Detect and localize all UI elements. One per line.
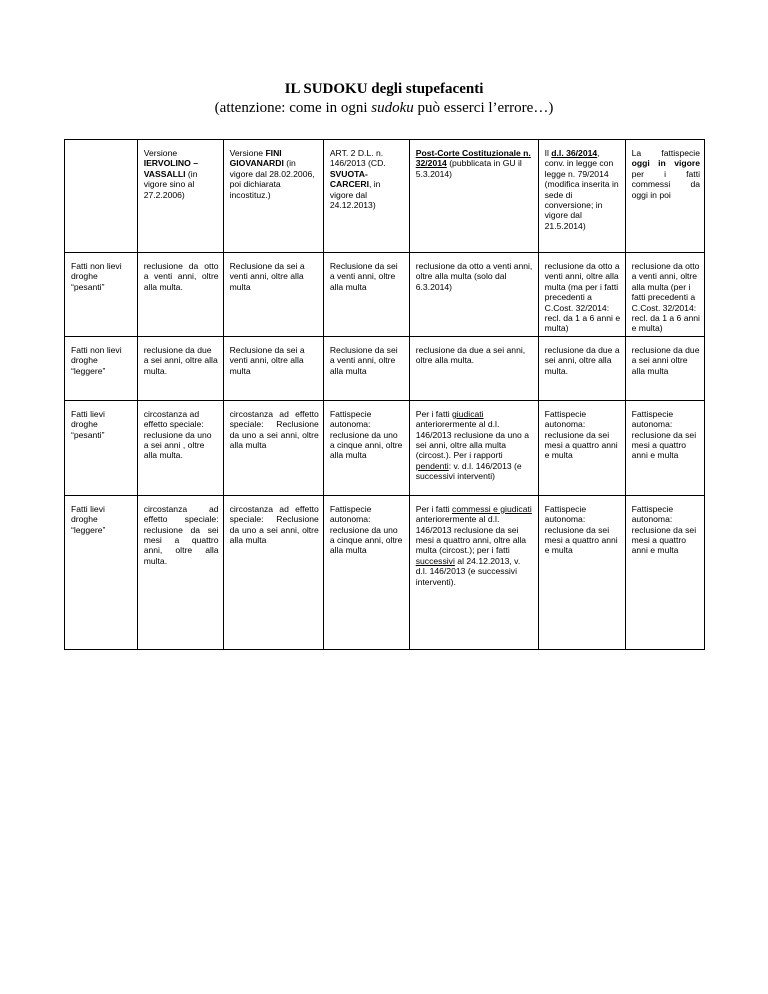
table-cell: reclusione da due a sei anni, oltre alla multa. — [538, 336, 625, 400]
row-label: Fatti lievi droghe “pesanti” — [65, 400, 138, 495]
table-cell: circostanza ad effetto speciale: Reclusione da uno a sei anni, oltre alla multa — [223, 495, 323, 649]
table-cell: Fattispecie autonoma: reclusione da sei mesi a quattro anni e multa — [625, 495, 704, 649]
table-row — [65, 253, 705, 337]
table-cell: reclusione da due a sei anni, oltre alla multa. — [409, 336, 538, 400]
table-cell: reclusione da otto a venti anni, oltre alla multa (ma per i fatti precedenti a C.Cost. 32/2014: recl. da 1 a 6 anni e multa) — [538, 253, 625, 337]
header-row — [65, 140, 705, 253]
title-block — [0, 80, 768, 118]
table-cell: Fattispecie autonoma: reclusione da sei mesi a quattro anni e multa — [538, 495, 625, 649]
header-cell-post-corte: Post-Corte Costituzionale n. 32/2014 (pubblicata in GU il 5.3.2014) — [409, 140, 538, 253]
table-cell: reclusione da otto a venti anni, oltre alla multa (per i fatti precedenti a C.Cost. 32/2014: recl. da 1 a 6 anni e multa) — [625, 253, 704, 337]
table-cell: Reclusione da sei a venti anni, oltre alla multa — [323, 253, 409, 337]
row-label: Fatti non lievi droghe “pesanti” — [65, 253, 138, 337]
row-label: Fatti non lievi droghe “leggere” — [65, 336, 138, 400]
table-cell: Reclusione da sei a venti anni, oltre alla multa — [323, 336, 409, 400]
table-cell: reclusione da otto a venti anni, oltre alla multa (solo dal 6.3.2014) — [409, 253, 538, 337]
table-cell: circostanza ad effetto speciale: reclusione da sei mesi a quattro anni, oltre alla multa. — [137, 495, 223, 649]
table-cell: circostanza ad effetto speciale: reclusione da uno a sei anni , oltre alla multa. — [137, 400, 223, 495]
table-cell: Reclusione da sei a venti anni, oltre alla multa — [223, 253, 323, 337]
page-title: IL SUDOKU degli stupefacenti — [284, 81, 484, 97]
table-cell: Reclusione da sei a venti anni, oltre alla multa — [223, 336, 323, 400]
table-cell: Fattispecie autonoma: reclusione da uno a cinque anni, oltre alla multa — [323, 400, 409, 495]
table-row — [65, 495, 705, 649]
table-row — [65, 400, 705, 495]
table-cell: Per i fatti giudicati anteriorermente al d.l. 146/2013 reclusione da uno a sei anni, oltre alla multa (circost.). Per i rapporti pendenti: v. d.l. 146/2013 (e successivi interventi) — [409, 400, 538, 495]
table-cell: Fattispecie autonoma: reclusione da sei mesi a quattro anni e multa — [625, 400, 704, 495]
header-empty-cell — [65, 140, 138, 253]
row-label: Fatti lievi droghe “leggere” — [65, 495, 138, 649]
page-subtitle: (attenzione: come in ogni sudoku può esserci l’errore…) — [214, 100, 554, 116]
header-cell-fini-giovanardi: Versione FINI GIOVANARDI (in vigore dal 28.02.2006, poi dichiarata incostituz.) — [223, 140, 323, 253]
table-cell: Fattispecie autonoma: reclusione da sei mesi a quattro anni e multa — [538, 400, 625, 495]
table-cell: reclusione da due a sei anni oltre alla multa — [625, 336, 704, 400]
table-cell: circostanza ad effetto speciale: Reclusione da uno a sei anni, oltre alla multa — [223, 400, 323, 495]
header-cell-dl-36-2014: Il d.l. 36/2014, conv. in legge con legge n. 79/2014 (modifica inserita in sede di conversione; in vigore dal 21.5.2014) — [538, 140, 625, 253]
header-cell-iervolino-vassalli: Versione IERVOLINO – VASSALLI (in vigore sino al 27.2.2006) — [137, 140, 223, 253]
table-row — [65, 336, 705, 400]
table-cell: Fattispecie autonoma: reclusione da uno a cinque anni, oltre alla multa — [323, 495, 409, 649]
table-cell: reclusione da due a sei anni, oltre alla multa. — [137, 336, 223, 400]
sudoku-table — [64, 139, 705, 650]
header-cell-svuota-carceri: ART. 2 D.L. n. 146/2013 (CD. SVUOTA-CARCERI, in vigore dal 24.12.2013) — [323, 140, 409, 253]
table-cell: Per i fatti commessi e giudicati anteriorermente al d.l. 146/2013 reclusione da sei mesi a quattro anni, oltre alla multa (circost.); per i fatti successivi al 24.12.2013, v. d.l. 146/2013 (e successivi interventi). — [409, 495, 538, 649]
header-cell-oggi-in-vigore: La fattispecie oggi in vigore per i fatti commessi da oggi in poi — [625, 140, 704, 253]
table-cell: reclusione da otto a venti anni, oltre alla multa. — [137, 253, 223, 337]
